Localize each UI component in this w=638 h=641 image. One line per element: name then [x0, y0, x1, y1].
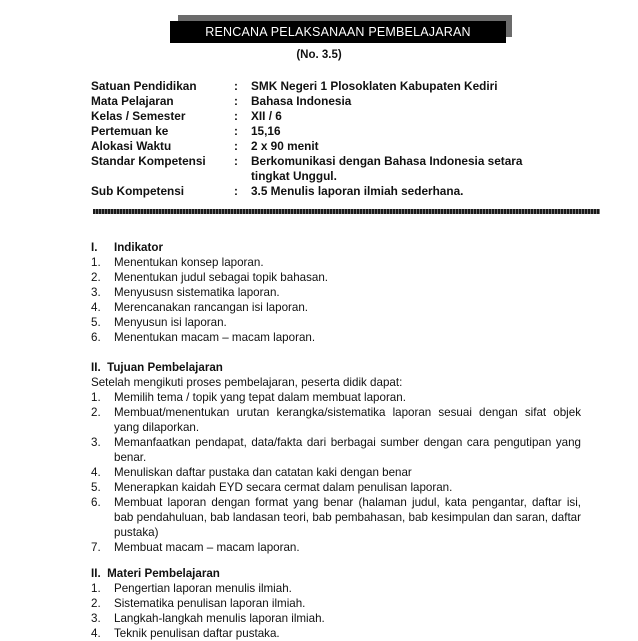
item-text: Teknik penulisan daftar pustaka.: [114, 627, 280, 640]
item-text: Memilih tema / topik yang tepat dalam membuat laporan.: [114, 391, 406, 404]
item-number: 5.: [91, 316, 101, 329]
list-item: [91, 596, 581, 611]
item-number: 3.: [91, 286, 101, 299]
list-item: [91, 300, 581, 315]
list-item: [91, 285, 581, 300]
info-row-pertemuan: [91, 124, 621, 139]
item-text: Membuat/menentukan urutan kerangka/sistematika laporan sesuai dengan sifat objek yang dilaporkan.: [114, 406, 581, 434]
item-text: Menentukan konsep laporan.: [114, 256, 264, 269]
section-title: Tujuan Pembelajaran: [107, 361, 223, 374]
section-numeral: II.: [91, 567, 101, 580]
item-number: 2.: [91, 597, 101, 610]
info-label: Alokasi Waktu: [91, 139, 172, 153]
list-item: [91, 435, 581, 465]
info-row-sub-kompetensi: [91, 184, 621, 199]
section-numeral: I.: [91, 241, 98, 254]
list-item: [91, 581, 581, 596]
item-number: 1.: [91, 391, 101, 404]
list-item: [91, 330, 581, 345]
info-label: Mata Pelajaran: [91, 94, 174, 108]
item-number: 1.: [91, 256, 101, 269]
item-text: Merencanakan rancangan isi laporan.: [114, 301, 308, 314]
info-colon: :: [234, 184, 238, 198]
item-text: Sistematika penulisan laporan ilmiah.: [114, 597, 306, 610]
item-number: 7.: [91, 541, 101, 554]
list-item: [91, 495, 581, 540]
section-title: Indikator: [114, 241, 163, 254]
info-row-standar-kompetensi: [91, 154, 621, 184]
section-indikator: [91, 240, 581, 345]
item-number: 4.: [91, 466, 101, 479]
item-number: 5.: [91, 481, 101, 494]
item-number: 6.: [91, 496, 101, 509]
info-value-line: Berkomunikasi dengan Bahasa Indonesia setara: [251, 154, 523, 168]
item-text: Menyususn sistematika laporan.: [114, 286, 280, 299]
info-row-satuan-pendidikan: [91, 79, 621, 94]
info-value: SMK Negeri 1 Plosoklaten Kabupaten Kediri: [251, 79, 498, 93]
info-colon: :: [234, 124, 238, 138]
section-intro: Setelah mengikuti proses pembelajaran, peserta didik dapat:: [91, 376, 403, 389]
section-title: Materi Pembelajaran: [107, 567, 220, 580]
info-label: Kelas / Semester: [91, 109, 186, 123]
section-divider: [93, 209, 600, 214]
info-row-alokasi-waktu: [91, 139, 621, 154]
item-number: 3.: [91, 436, 101, 449]
info-value: 15,16: [251, 124, 281, 138]
section-heading: [91, 566, 581, 581]
item-text: Membuat laporan dengan format yang benar (halaman judul, kata pengantar, daftar isi, bab pendahuluan, bab landasan teori, bab pembahasan, bab kesimpulan dan saran, daftar pustaka): [114, 496, 581, 539]
item-text: Pengertian laporan menulis ilmiah.: [114, 582, 292, 595]
section-heading: [91, 240, 581, 255]
list-item: [91, 626, 581, 641]
item-text: Menuliskan daftar pustaka dan catatan kaki dengan benar: [114, 466, 412, 479]
item-number: 1.: [91, 582, 101, 595]
info-label: Pertemuan ke: [91, 124, 169, 138]
info-colon: :: [234, 79, 238, 93]
info-label: Standar Kompetensi: [91, 154, 206, 168]
list-item: [91, 480, 581, 495]
section-heading: [91, 360, 581, 375]
item-text: Menyusun isi laporan.: [114, 316, 227, 329]
item-number: 4.: [91, 627, 101, 640]
item-text: Menentukan macam – macam laporan.: [114, 331, 316, 344]
item-text: Menentukan judul sebagai topik bahasan.: [114, 271, 328, 284]
info-value: 2 x 90 menit: [251, 139, 319, 153]
list-item: [91, 540, 581, 555]
info-table: [91, 79, 621, 199]
document-number: (No. 3.5): [296, 49, 342, 61]
info-row-mata-pelajaran: [91, 94, 621, 109]
info-colon: :: [234, 154, 238, 168]
info-value-line: tingkat Unggul.: [251, 169, 337, 183]
item-text: Memanfaatkan pendapat, data/fakta dari berbagai sumber dengan cara pengutipan yang benar.: [114, 436, 581, 464]
item-text: Membuat macam – macam laporan.: [114, 541, 300, 554]
item-number: 4.: [91, 301, 101, 314]
info-row-kelas-semester: [91, 109, 621, 124]
info-value: Bahasa Indonesia: [251, 94, 352, 108]
item-number: 2.: [91, 406, 101, 419]
info-colon: :: [234, 94, 238, 108]
info-label: Satuan Pendidikan: [91, 79, 197, 93]
list-item: [91, 315, 581, 330]
item-text: Menerapkan kaidah EYD secara cermat dalam penulisan laporan.: [114, 481, 453, 494]
info-value: 3.5 Menulis laporan ilmiah sederhana.: [251, 184, 464, 198]
section-tujuan: [91, 360, 581, 555]
list-item: [91, 465, 581, 480]
info-value: [251, 154, 621, 184]
info-value: XII / 6: [251, 109, 282, 123]
item-number: 2.: [91, 271, 101, 284]
info-label: Sub Kompetensi: [91, 184, 185, 198]
list-item: [91, 405, 581, 435]
list-item: [91, 390, 581, 405]
list-item: [91, 270, 581, 285]
info-colon: :: [234, 139, 238, 153]
item-number: 6.: [91, 331, 101, 344]
list-item: [91, 611, 581, 626]
section-numeral: II.: [91, 361, 101, 374]
item-text: Langkah-langkah menulis laporan ilmiah.: [114, 612, 325, 625]
list-item: [91, 255, 581, 270]
info-colon: :: [234, 109, 238, 123]
document-title: RENCANA PELAKSANAAN PEMBELAJARAN: [170, 21, 506, 43]
item-number: 3.: [91, 612, 101, 625]
